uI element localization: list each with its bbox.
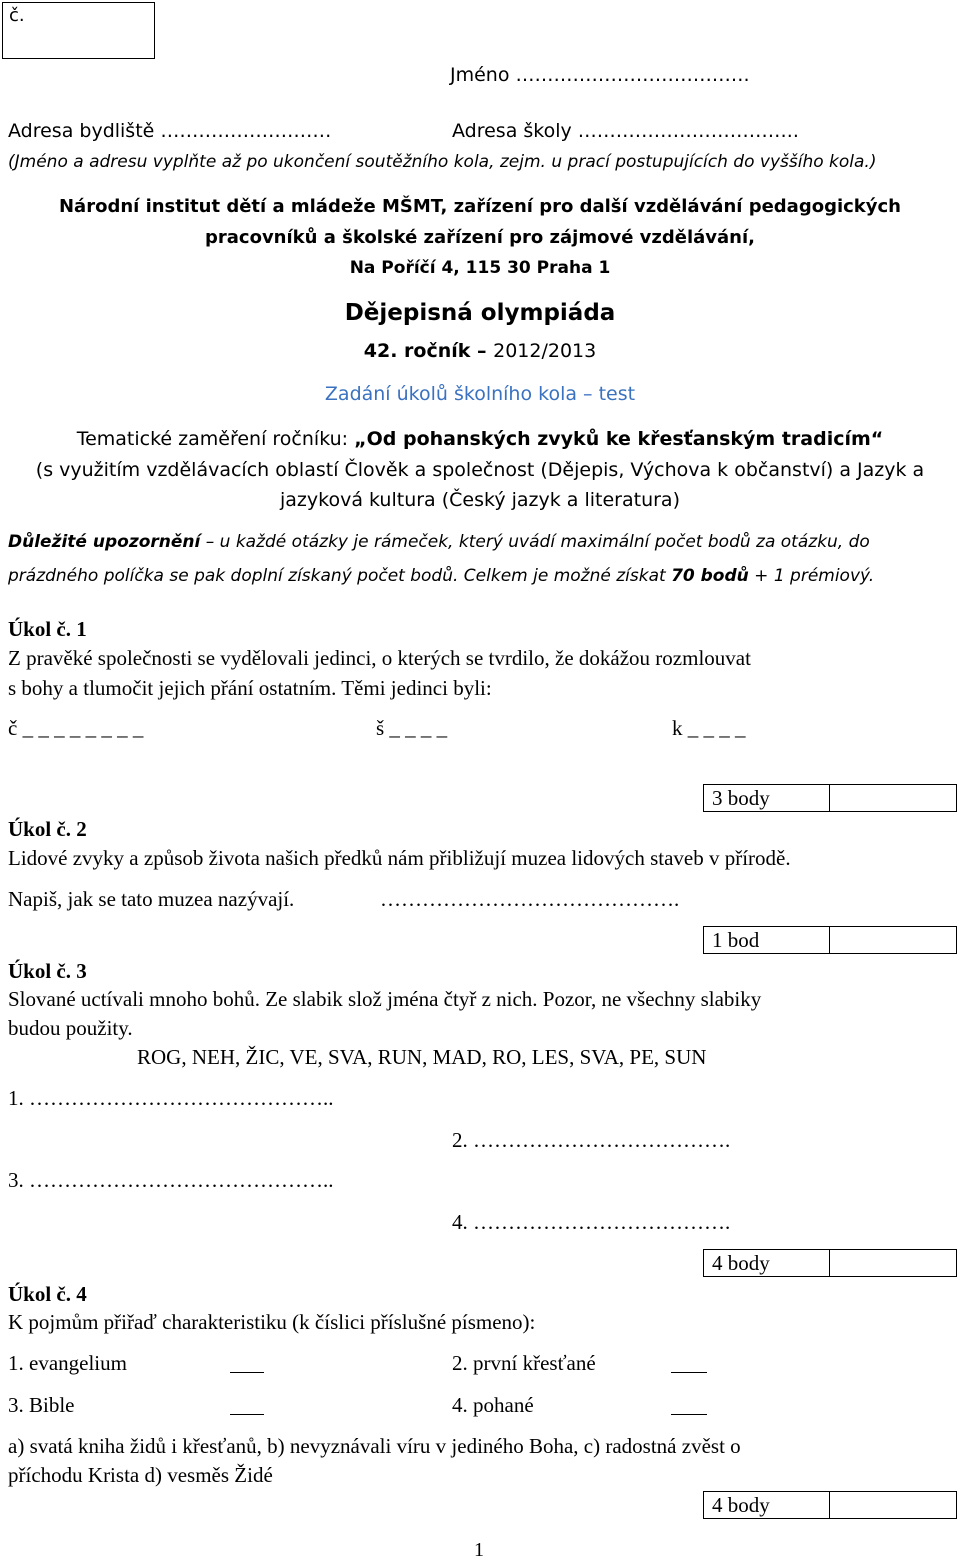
task-4-item-4-blank[interactable] [671, 1414, 707, 1415]
task-3-line-2: budou použity. [8, 1016, 133, 1040]
number-box[interactable] [2, 2, 155, 59]
task-1-blank-k[interactable]: k _ _ _ _ [672, 716, 746, 740]
notice-line-2 [8, 566, 874, 586]
theme-line-3: jazyková kultura (Český jazyk a literatura) [280, 489, 680, 511]
home-address-field[interactable]: Adresa bydliště ……………………… [8, 120, 332, 142]
institute-address: Na Poříčí 4, 115 30 Praha 1 [349, 258, 611, 278]
task-1-line-1: Z pravěké společnosti se vydělovali jedinci, o kterých se tvrdilo, že dokážou rozmlouvat [8, 646, 751, 670]
institute-line-2: pracovníků a školské zařízení pro zájmové vzdělávání, [205, 227, 755, 248]
olympiad-subtitle: Zadání úkolů školního kola – test [324, 383, 636, 405]
number-label: č. [9, 5, 25, 26]
task-1-score-input[interactable] [830, 785, 956, 811]
task-3-line-1: Slované uctívali mnoho bohů. Ze slabik slož jména čtyř z nich. Pozor, ne všechny slabiky [8, 987, 762, 1011]
task-1-score-box [703, 784, 957, 812]
task-3-syllables: ROG, NEH, ŽIC, VE, SVA, RUN, MAD, RO, LES, SVA, PE, SUN [137, 1045, 707, 1069]
task-3-heading: Úkol č. 3 [8, 959, 87, 983]
notice-text-1: – u každé otázky je rámeček, který uvádí maximální počet bodů za otázku, do [200, 532, 870, 552]
task-4-item-3-blank[interactable] [230, 1414, 264, 1415]
task-4-options-2: příchodu Krista d) vesměs Židé [8, 1463, 273, 1487]
notice-line-1 [8, 532, 870, 552]
task-3-answer-4[interactable]: 4. ………………………………. [452, 1210, 731, 1234]
task-4-item-2-blank[interactable] [671, 1372, 707, 1373]
task-4-item-2-label: 2. první křesťané [452, 1351, 596, 1375]
name-field[interactable]: Jméno ………………………………. [450, 64, 750, 86]
task-4-score-box [703, 1491, 957, 1519]
institute-line-1: Národní institut dětí a mládeže MŠMT, zařízení pro další vzdělávání pedagogických [58, 196, 901, 217]
task-1-line-2: s bohy a tlumočit jejich přání ostatním. Těmi jedinci byli: [8, 676, 492, 700]
task-2-score-input[interactable] [830, 927, 956, 953]
task-2-score-label: 1 bod [704, 927, 830, 953]
theme-line-1 [0, 428, 960, 450]
notice-label: Důležité upozornění [8, 532, 201, 552]
page-number: 1 [474, 1539, 484, 1561]
task-2-answer[interactable]: ……………………………………. [380, 887, 680, 911]
task-2-line-1: Lidové zvyky a způsob života našich předků nám přibližují muzea lidových staveb v přírodě. [8, 846, 791, 870]
olympiad-title: Dějepisná olympiáda [344, 300, 616, 326]
task-1-heading: Úkol č. 1 [8, 617, 87, 641]
task-1-score-label: 3 body [704, 785, 830, 811]
task-3-answer-2[interactable]: 2. ………………………………. [452, 1128, 731, 1152]
task-4-line-1: K pojmům přiřaď charakteristiku (k číslici příslušné písmeno): [8, 1310, 536, 1334]
task-4-item-4-label: 4. pohané [452, 1393, 534, 1417]
task-4-score-label: 4 body [704, 1492, 830, 1518]
notice-text-3: + 1 prémiový. [748, 566, 875, 586]
task-3-score-input[interactable] [830, 1250, 956, 1276]
task-3-score-label: 4 body [704, 1250, 830, 1276]
task-3-answer-1[interactable]: 1. …………………………………….. [8, 1086, 334, 1110]
task-4-heading: Úkol č. 4 [8, 1282, 87, 1306]
task-4-item-1 [8, 1351, 127, 1376]
notice-text-2: prázdného políčka se pak doplní získaný počet bodů. Celkem je možné získat [8, 566, 672, 586]
theme-label: Tematické zaměření ročníku: [76, 428, 355, 450]
task-3-score-box [703, 1249, 957, 1277]
task-4-options-1: a) svatá kniha židů i křesťanů, b) nevyznávali víru v jediného Boha, c) radostná zvěst o [8, 1434, 741, 1458]
task-1-blank-s[interactable]: š _ _ _ _ [376, 716, 448, 740]
school-address-field[interactable]: Adresa školy …………………………….. [452, 120, 799, 142]
task-4-item-1-blank[interactable] [230, 1372, 264, 1373]
task-4-item-1-label: 1. evangelium [8, 1351, 127, 1375]
task-4-score-input[interactable] [830, 1492, 956, 1518]
task-2-heading: Úkol č. 2 [8, 817, 87, 841]
year-prefix: 42. ročník – [363, 340, 494, 362]
task-1-blank-c[interactable]: č _ _ _ _ _ _ _ _ [8, 716, 144, 740]
task-2-line-2: Napiš, jak se tato muzea nazývají. [8, 887, 295, 911]
task-4-item-3-label: 3. Bible [8, 1393, 75, 1417]
task-3-answer-3[interactable]: 3. …………………………………….. [8, 1168, 334, 1192]
year-value: 2012/2013 [493, 340, 597, 362]
fill-note: (Jméno a adresu vyplňte až po ukončení soutěžního kola, zejm. u prací postupujících do vyššího kola.) [8, 152, 877, 172]
olympiad-year-line [0, 340, 960, 362]
notice-points: 70 bodů [671, 566, 749, 586]
theme-line-2: (s využitím vzdělávacích oblastí Člověk a společnost (Dějepis, Výchova k občanství) a Jazyk a [35, 459, 925, 481]
task-2-score-box [703, 926, 957, 954]
theme-title: „Od pohanských zvyků ke křesťanským tradicím“ [354, 428, 884, 450]
